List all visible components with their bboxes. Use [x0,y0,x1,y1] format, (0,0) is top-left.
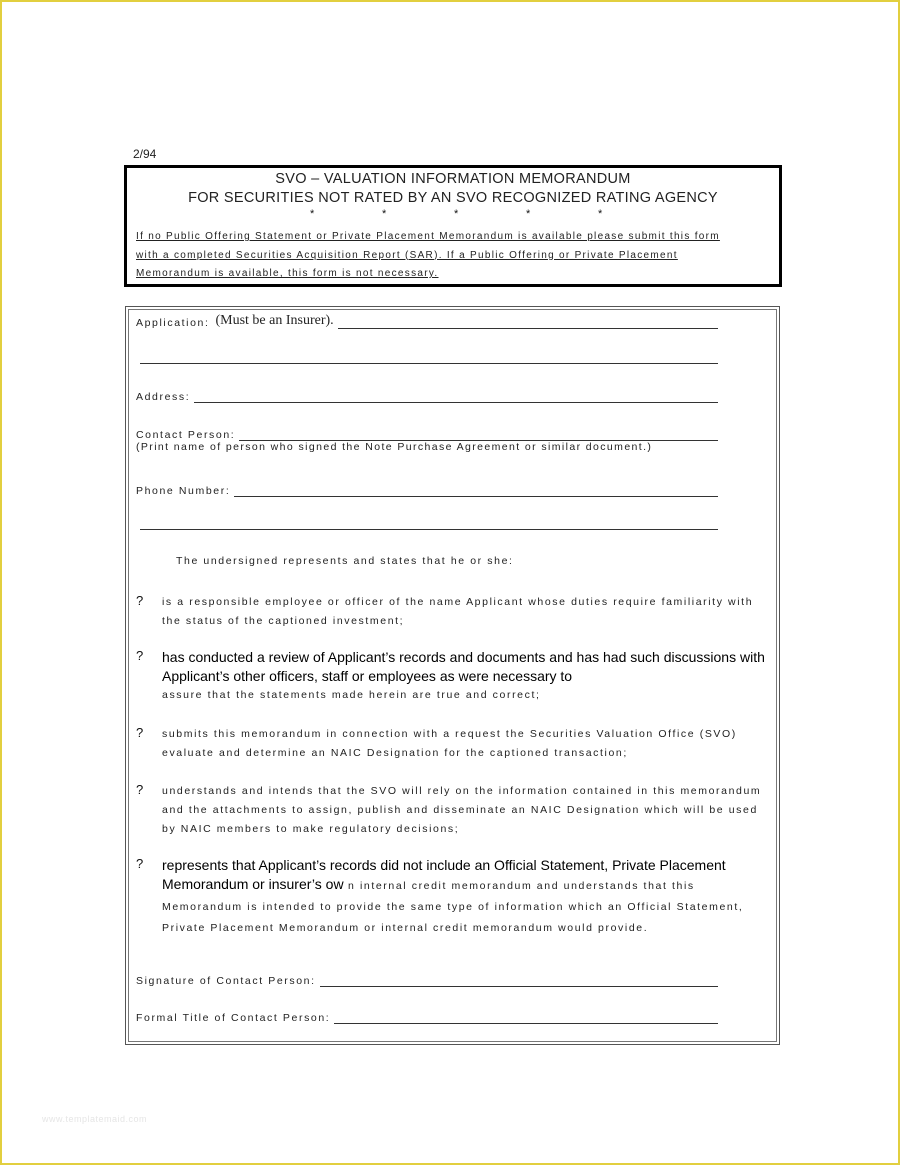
header-title-line2: FOR SECURITIES NOT RATED BY AN SVO RECOGNIZED RATING AGENCY [188,190,718,206]
phone-field [136,477,718,497]
form-box [125,306,780,1045]
star: * [310,208,315,220]
phone-input-line2[interactable] [140,529,718,530]
address-input[interactable] [194,388,718,403]
star: * [526,208,531,220]
bullet: ? [136,648,144,663]
signature-input[interactable] [320,972,718,987]
application-field [136,309,718,329]
application-note: (Must be an Insurer). [215,313,334,328]
item-text: understands and intends that the SVO will rely on the information contained in this memorandum and the attachments to assign, publish and disseminate an NAIC Designation which will be used by NAIC members to make regulatory decisions; [162,785,762,835]
phone-label: Phone Number: [136,485,231,497]
star: * [454,208,459,220]
item-text: is a responsible employee or officer of the name Applicant whose duties require familiarity with the status of the captioned investment; [162,596,754,627]
contact-label: Contact Person: [136,429,236,441]
item-rest-text: n internal credit memorandum and understands that this Memorandum is intended to provide the same type of information which an Official Statement, Private Placement Memorandum or internal credit memorandum would provide. [162,880,744,934]
item-text: submits this memorandum in connection with a request the Securities Valuation Office (SVO) evaluate and determine an NAIC Designation for the captioned transaction; [162,728,737,759]
item-text [162,856,772,938]
intro-text: The undersigned represents and states that he or she: [176,555,514,567]
bullet: ? [136,856,144,871]
item-bold-text: represents that Applicant’s records did not include an Official Statement, Private Placement Memorandum or insurer’s ow [162,857,726,892]
contact-note: (Print name of person who signed the Note Purchase Agreement or similar document.) [136,441,653,453]
bullet: ? [136,725,144,740]
signature-field [136,967,718,987]
watermark: www.templatemaid.com [42,1114,148,1124]
header-stars [310,208,670,220]
address-label: Address: [136,391,191,403]
bullet: ? [136,593,144,608]
star: * [598,208,603,220]
item-bold-text: has conducted a review of Applicant’s records and documents and has had such discussions with Applicant’s other officers, staff or employees as were necessary to [162,649,765,684]
header-title-line1: SVO – VALUATION INFORMATION MEMORANDUM [275,171,631,187]
header-notice: If no Public Offering Statement or Private Placement Memorandum is available please submit this form with a completed Securities Acquisition Report (SAR). If a Public Offering or Private Placement Memorandum is available, this form is not necessary. [136,231,720,279]
title-label: Formal Title of Contact Person: [136,1012,331,1024]
address-field [136,383,718,403]
phone-input[interactable] [234,482,718,497]
bullet: ? [136,782,144,797]
item-rest-text: assure that the statements made herein are true and correct; [162,689,541,701]
contact-field [136,421,718,441]
title-input[interactable] [334,1009,718,1024]
header-box [124,165,782,287]
form-date: 2/94 [133,147,157,161]
item-text [162,648,772,705]
title-field [136,1004,718,1024]
contact-input[interactable] [239,426,718,441]
signature-label: Signature of Contact Person: [136,975,316,987]
application-label: Application: [136,317,210,329]
star: * [382,208,387,220]
application-input[interactable] [338,314,718,329]
application-input-line2[interactable] [140,363,718,364]
